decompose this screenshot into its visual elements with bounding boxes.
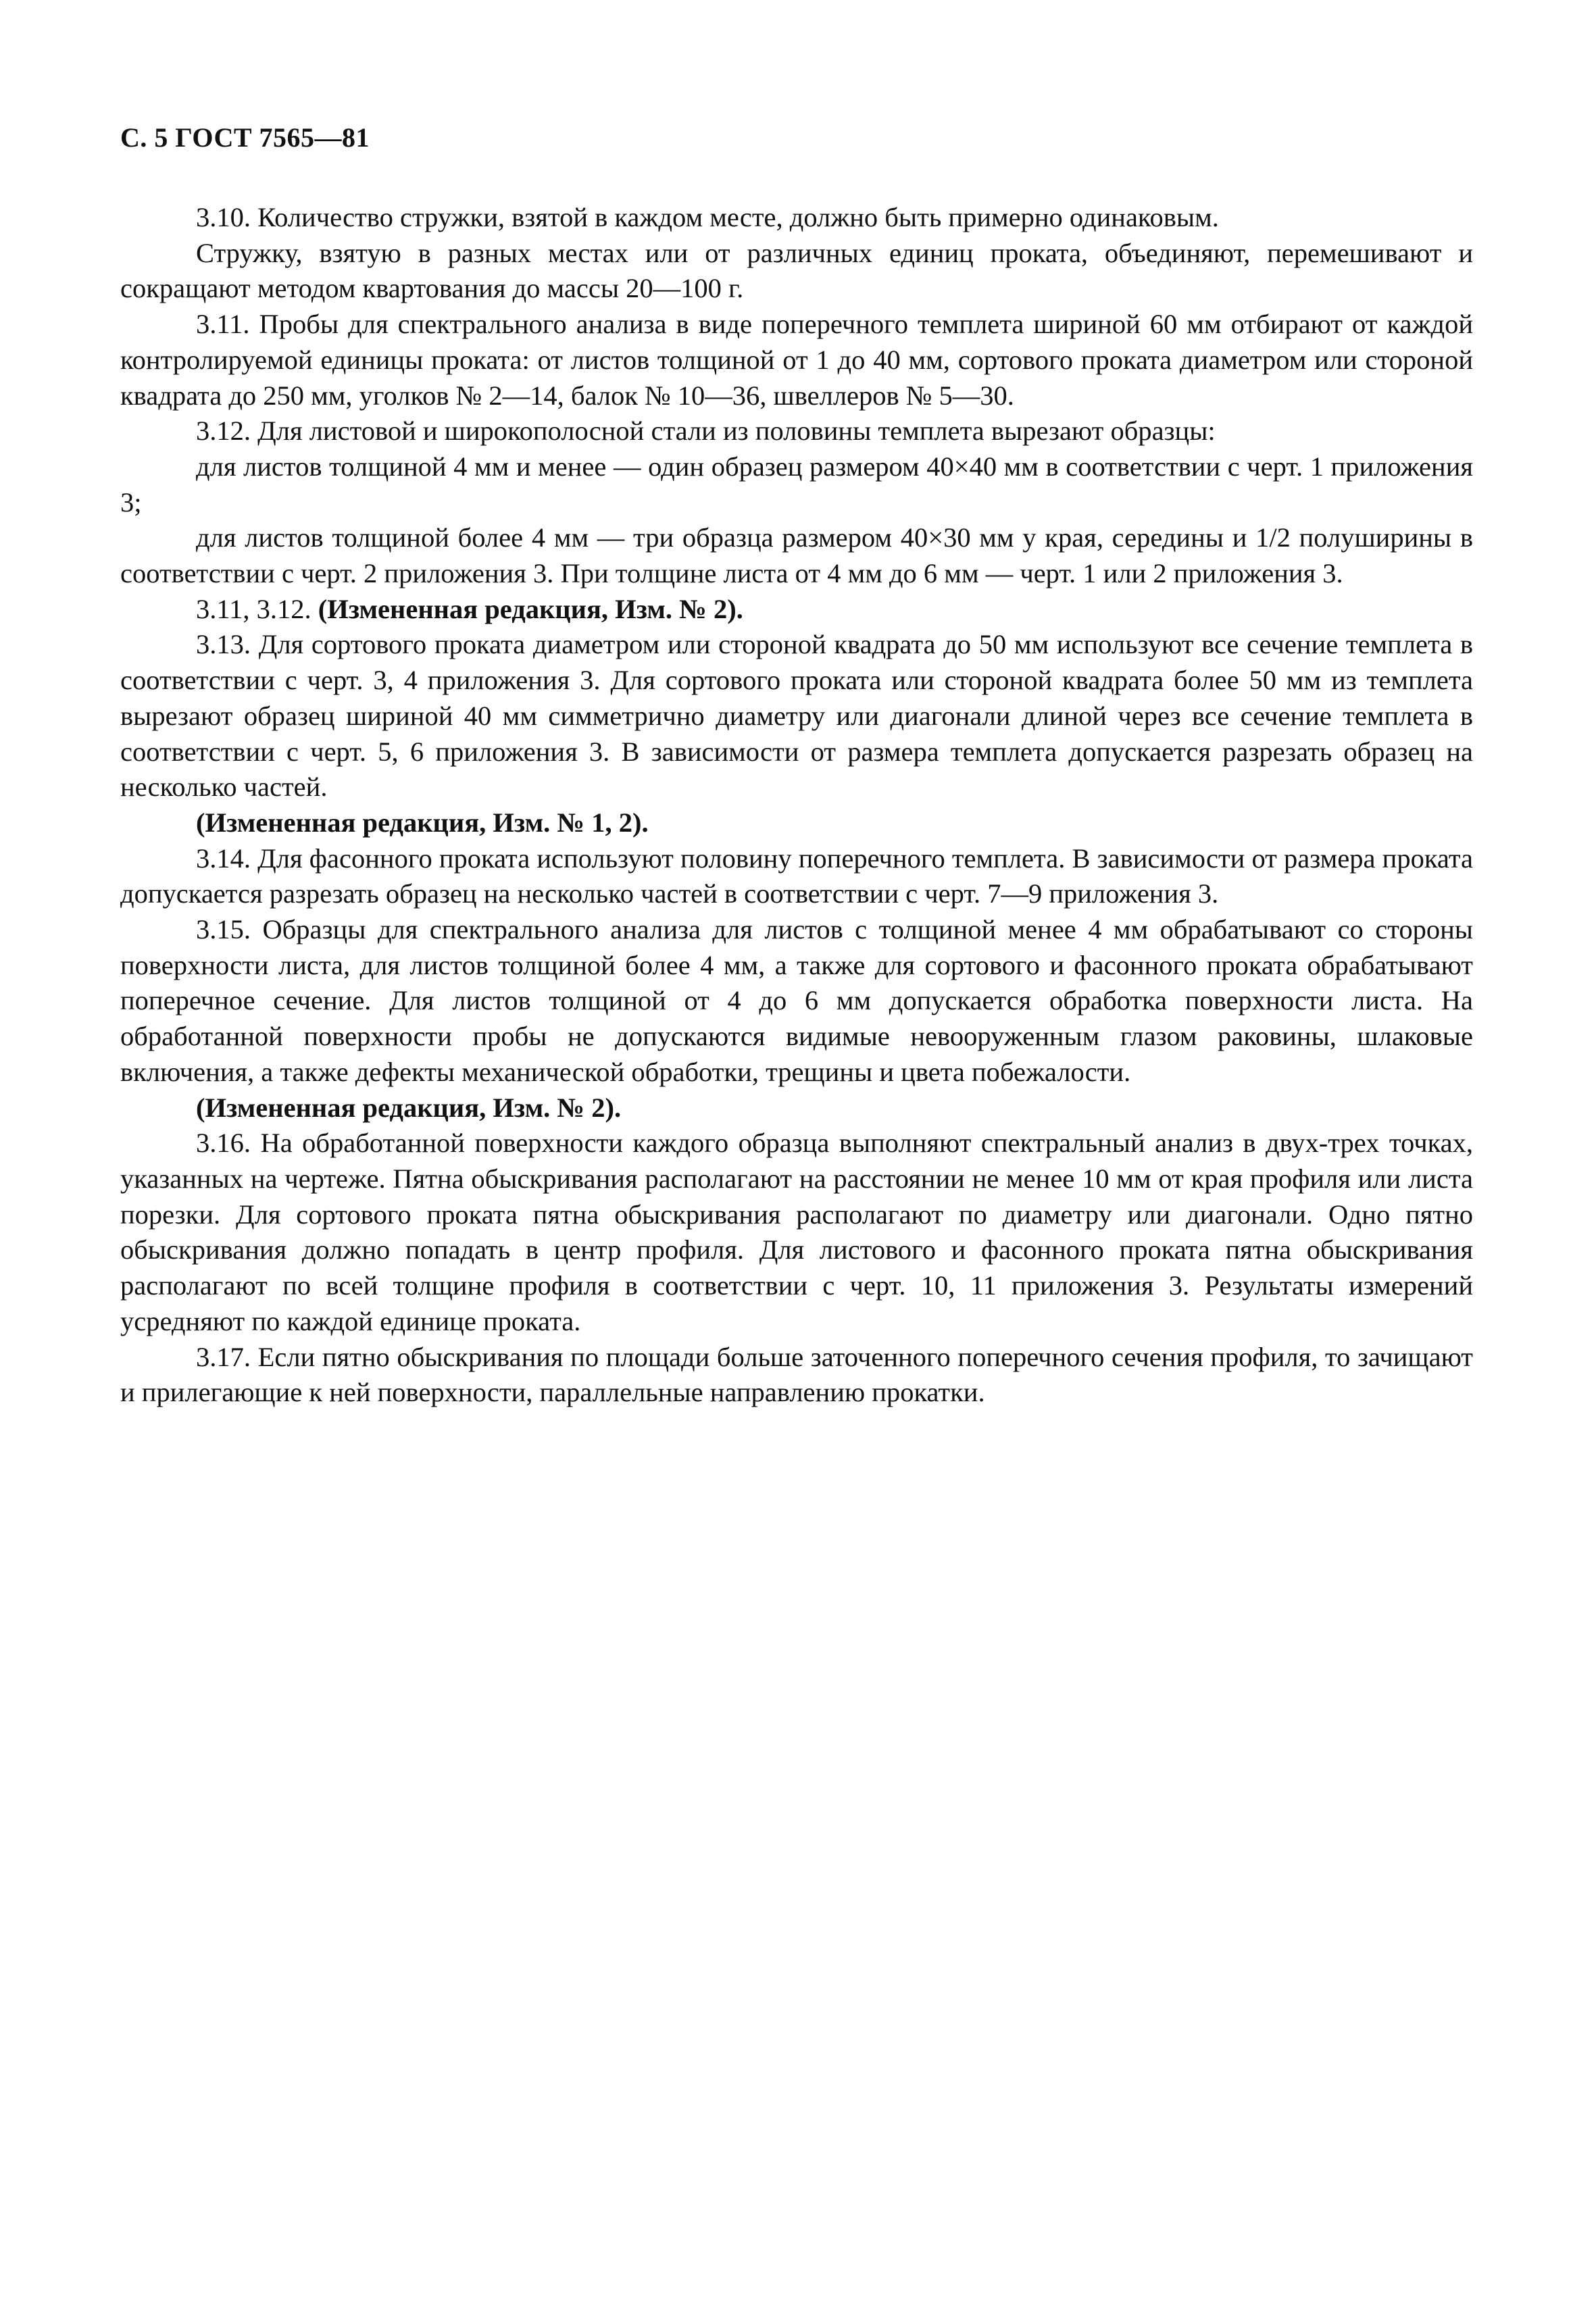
paragraph-text: Количество стружки, взятой в каждом месте, должно быть примерно одинаковым. — [257, 202, 1219, 232]
amendment-3-15 — [120, 1090, 1473, 1126]
document-body — [120, 200, 1473, 1411]
amendment-note: (Измененная редакция, Изм. № 1, 2). — [196, 807, 649, 838]
paragraph-text: Для фасонного проката используют половину поперечного темплета. В зависимости от размера проката допускается разрезать образец на несколько частей в соответствии с черт. 7—9 приложения 3. — [120, 842, 1474, 909]
amendment-note: (Измененная редакция, Изм. № 2). — [196, 1092, 622, 1123]
amendment-note: (Измененная редакция, Изм. № 2). — [318, 593, 743, 624]
clause-number: 3.11. — [196, 309, 250, 340]
paragraph-text: Образцы для спектрального анализа для листов с толщиной менее 4 мм обрабатывают со стороны поверхности листа, для листов толщиной более 4 мм, а также для сортового и фасонного проката обрабатывают поперечное сечение. Для листов толщиной от 4 до 6 мм допускается обработка поверхности листа. На обработанной поверхности пробы не допускаются видимые невооруженным глазом раковины, шлаковые включения, а также дефекты механической обработки, трещины и цвета побежалости. — [120, 914, 1473, 1087]
page-header: С. 5 ГОСТ 7565—81 — [120, 122, 370, 153]
clause-number: 3.17. — [196, 1341, 251, 1372]
clause-number: 3.16. — [196, 1128, 251, 1159]
paragraph-3-15 — [120, 912, 1473, 1090]
clause-number: 3.13. — [196, 629, 251, 660]
paragraph-3-12 — [120, 413, 1473, 449]
paragraph-3-13 — [120, 627, 1473, 805]
paragraph-text: На обработанной поверхности каждого образца выполняют спектральный анализ в двух-трех точках, указанных на чертеже. Пятна обыскривания располагают на расстоянии не менее 10 мм от края профиля или листа порезки. Для сортового проката пятна обыскривания располагают по диаметру или диагонали. Одно пятно обыскривания должно попадать в центр профиля. Для листового и фасонного проката пятна обыскривания располагают по всей толщине профиля в соответствии с черт. 10, 11 приложения 3. Результаты измерений усредняют по каждой единице проката. — [120, 1128, 1474, 1336]
paragraph-3-17 — [120, 1340, 1473, 1411]
paragraph-text: для листов толщиной 4 мм и менее — один образец размером 40×40 мм в соответствии с черт. 1 приложения 3; — [120, 451, 1473, 518]
amendment-3-11-3-12 — [120, 592, 1473, 628]
paragraph-text: для листов толщиной более 4 мм — три образца размером 40×30 мм у края, середины и 1/2 полуширины в соответствии с черт. 2 приложения 3. При толщине листа от 4 мм до 6 мм — черт. 1 или 2 приложения 3. — [120, 522, 1473, 589]
paragraph-text: Если пятно обыскривания по площади больше заточенного поперечного сечения профиля, то зачищают и прилегающие к ней поверхности, параллельные направлению прокатки. — [120, 1341, 1474, 1408]
paragraph-text: Для сортового проката диаметром или стороной квадрата до 50 мм используют все сечение темплета в соответствии с черт. 3, 4 приложения 3. Для сортового проката или стороной квадрата более 50 мм из темплета вырезают образец шириной 40 мм симметрично диаметру или диагонали длиной через все сечение темплета в соответствии с черт. 5, 6 приложения 3. В зависимости от размера темплета допускается разрезать образец на несколько частей. — [120, 629, 1473, 803]
paragraph-3-10 — [120, 200, 1473, 236]
clause-number: 3.11, 3.12. — [196, 593, 311, 624]
paragraph-text: Пробы для спектрального анализа в виде поперечного темплета шириной 60 мм отбирают от каждой контролируемой единицы проката: от листов толщиной от 1 до 40 мм, сортового проката диаметром или стороной квадрата до 250 мм, уголков № 2—14, балок № 10—36, швеллеров № 5—30. — [120, 309, 1473, 411]
amendment-3-13 — [120, 805, 1473, 841]
clause-number: 3.15. — [196, 914, 251, 945]
clause-number: 3.10. — [196, 202, 251, 232]
clause-number: 3.12. — [196, 416, 251, 447]
paragraph-text: Стружку, взятую в разных местах или от различных единиц проката, объединяют, перемешивают и сокращают методом квартования до массы 20—100 г. — [120, 237, 1473, 304]
paragraph-3-12-b — [120, 520, 1473, 591]
paragraph-3-16 — [120, 1126, 1473, 1339]
paragraph-3-11 — [120, 307, 1473, 413]
paragraph-3-12-a — [120, 449, 1473, 520]
clause-number: 3.14. — [196, 842, 251, 874]
paragraph-text: Для листовой и широкополосной стали из половины темплета вырезают образцы: — [257, 416, 1216, 447]
paragraph-3-10-cont — [120, 236, 1473, 307]
paragraph-3-14 — [120, 841, 1473, 912]
